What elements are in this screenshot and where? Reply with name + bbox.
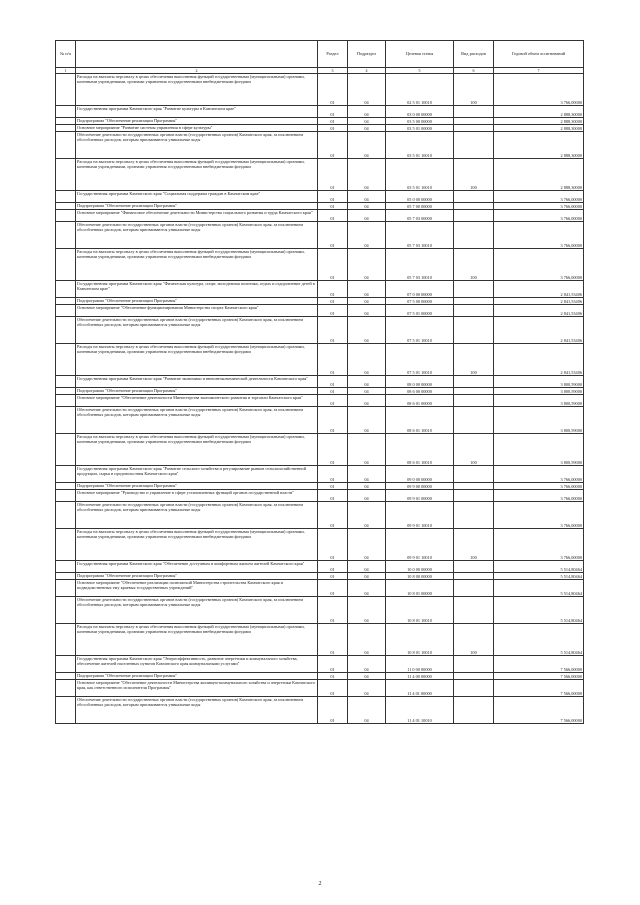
row-name: Государственная программа Камчатского края "Энергоэффективность, развитие энергетики и коммунального хозяйства, обеспечение жителей населенных пунктов Камчатского края коммунальными услугами" (76, 656, 318, 673)
row-amount: 7 566,00000 (494, 680, 584, 697)
row-subsection: 04 (348, 697, 386, 724)
row-no (56, 125, 76, 132)
row-target: 07 0 00 00000 (386, 281, 454, 298)
row-subsection: 04 (348, 407, 386, 434)
row-name: Основное мероприятие "Финансовое обеспечение деятельности Министерства социального развития и труда Камчатского края" (76, 210, 318, 222)
row-amount: 2 888,30000 (494, 132, 584, 159)
row-no (56, 281, 76, 298)
row-subsection: 04 (348, 125, 386, 132)
table-row (56, 118, 584, 125)
row-type (454, 573, 494, 580)
row-type: 100 (454, 529, 494, 561)
table-row (56, 395, 584, 407)
row-target: 07 5 01 00000 (386, 305, 454, 317)
row-section: 01 (318, 298, 348, 305)
budget-sheet (55, 40, 583, 724)
row-section: 01 (318, 132, 348, 159)
row-subsection: 04 (348, 656, 386, 673)
row-subsection: 04 (348, 483, 386, 490)
row-type (454, 191, 494, 203)
table-row (56, 305, 584, 317)
row-subsection: 04 (348, 395, 386, 407)
row-subsection: 04 (348, 466, 386, 483)
row-subsection: 04 (348, 502, 386, 529)
row-section: 01 (318, 434, 348, 466)
row-section: 01 (318, 305, 348, 317)
row-type (454, 466, 494, 483)
table-row (56, 580, 584, 597)
row-no (56, 222, 76, 249)
table-row (56, 573, 584, 580)
table-row (56, 624, 584, 656)
row-section: 01 (318, 561, 348, 573)
row-target: 09 9 01 10010 (386, 502, 454, 529)
row-subsection: 04 (348, 490, 386, 502)
row-name: Обеспечение деятельности государственных органов власти (государственных органов) Камчатского края, за исключением обособленных расходов, которым присваиваются уникальные коды (76, 407, 318, 434)
row-subsection: 04 (348, 132, 386, 159)
row-name: Основное мероприятие "Обеспечение деятельности Министерства экономического развития и торговли Камчатского края" (76, 395, 318, 407)
page-number: 2 (318, 881, 322, 887)
row-amount: 3 766,00000 (494, 466, 584, 483)
row-target: 08 6 01 10010 (386, 434, 454, 466)
row-name: Обеспечение деятельности государственных органов власти (государственных органов) Камчатского края, за исключением обособленных расходов, которым присваиваются уникальные коды (76, 502, 318, 529)
row-amount: 2 841,53406 (494, 281, 584, 298)
row-type (454, 203, 494, 210)
table-row (56, 249, 584, 281)
row-amount: 3 800,59000 (494, 395, 584, 407)
table-row (56, 388, 584, 395)
row-no (56, 210, 76, 222)
row-amount: 3 800,59000 (494, 434, 584, 466)
col-num: 5 (386, 68, 454, 74)
row-target: 05 7 03 00000 (386, 210, 454, 222)
row-name: Основное мероприятие "Развитие системы управления в сфере культуры" (76, 125, 318, 132)
row-target: 10 8 01 00000 (386, 580, 454, 597)
row-no (56, 191, 76, 203)
row-amount: 5 514,80464 (494, 597, 584, 624)
row-name: Государственная программа Камчатского края "Развитие культуры в Камчатском крае" (76, 106, 318, 118)
row-name: Расходы на выплаты персоналу в целях обеспечения выполнения функций государственными (муниципальными) органами, казенными учреждениями, органами управления государственными внебюджетными фондами (76, 159, 318, 191)
row-name: Обеспечение деятельности государственных органов власти (государственных органов) Камчатского края, за исключением обособленных расходов, которым присваиваются уникальные коды (76, 132, 318, 159)
row-subsection: 04 (348, 281, 386, 298)
row-no (56, 656, 76, 673)
row-type (454, 388, 494, 395)
row-section: 01 (318, 483, 348, 490)
row-no (56, 118, 76, 125)
row-target: 10 8 00 00000 (386, 573, 454, 580)
col-num: 3 (318, 68, 348, 74)
row-target: 05 7 00 00000 (386, 203, 454, 210)
table-row (56, 483, 584, 490)
table-row (56, 210, 584, 222)
row-subsection: 04 (348, 529, 386, 561)
row-amount: 5 514,80464 (494, 573, 584, 580)
row-name: Обеспечение деятельности государственных органов власти (государственных органов) Камчатского края, за исключением обособленных расходов, которым присваиваются уникальные коды (76, 317, 318, 344)
table-row (56, 502, 584, 529)
row-no (56, 529, 76, 561)
row-amount: 3 800,59000 (494, 376, 584, 388)
col-subsection: Подраздел (348, 41, 386, 68)
col-num: 1 (56, 68, 76, 74)
row-name: Подпрограмма "Обеспечение реализации Программы" (76, 203, 318, 210)
row-target: 07 5 01 10010 (386, 344, 454, 376)
row-no (56, 597, 76, 624)
row-target: 02 5 01 10010 (386, 74, 454, 106)
row-target: 10 8 01 10010 (386, 624, 454, 656)
row-type (454, 210, 494, 222)
row-subsection: 04 (348, 159, 386, 191)
row-amount: 2 841,53406 (494, 298, 584, 305)
row-type (454, 490, 494, 502)
row-name: Основное мероприятие "Обеспечение деятельности Министерства жилищно-коммунального хозяйства и энергетики Камчатского края, как ответственного исполнителя Программы" (76, 680, 318, 697)
row-subsection: 04 (348, 597, 386, 624)
row-no (56, 561, 76, 573)
row-name: Основное мероприятие "Руководство и управление в сфере установленных функций органов государственной власти" (76, 490, 318, 502)
row-section: 01 (318, 388, 348, 395)
row-section: 01 (318, 673, 348, 680)
row-type (454, 317, 494, 344)
row-amount: 2 888,30000 (494, 159, 584, 191)
row-type (454, 561, 494, 573)
row-type (454, 483, 494, 490)
row-amount: 2 888,30000 (494, 118, 584, 125)
col-num: 4 (348, 68, 386, 74)
row-section: 01 (318, 210, 348, 222)
row-type (454, 376, 494, 388)
table-row (56, 298, 584, 305)
row-section: 01 (318, 624, 348, 656)
row-section: 01 (318, 159, 348, 191)
table-row (56, 159, 584, 191)
col-name (76, 41, 318, 68)
row-section: 01 (318, 573, 348, 580)
row-type (454, 132, 494, 159)
row-name: Подпрограмма "Обеспечение реализации Программы" (76, 673, 318, 680)
row-section: 01 (318, 529, 348, 561)
row-no (56, 624, 76, 656)
row-name: Основное мероприятие "Обеспечение функционирования Министерства спорта Камчатского края" (76, 305, 318, 317)
row-type (454, 106, 494, 118)
row-subsection: 04 (348, 106, 386, 118)
row-no (56, 407, 76, 434)
row-subsection: 04 (348, 624, 386, 656)
row-name: Подпрограмма "Обеспечение реализации Программы" (76, 298, 318, 305)
row-section: 01 (318, 580, 348, 597)
row-section: 01 (318, 191, 348, 203)
row-amount: 7 566,00000 (494, 673, 584, 680)
row-target: 03 5 01 10010 (386, 132, 454, 159)
row-amount: 2 888,30000 (494, 125, 584, 132)
table-row (56, 222, 584, 249)
col-no: № п/п (56, 41, 76, 68)
row-no (56, 249, 76, 281)
row-no (56, 305, 76, 317)
row-no (56, 502, 76, 529)
row-target: 05 0 00 00000 (386, 191, 454, 203)
row-name: Расходы на выплаты персоналу в целях обеспечения выполнения функций государственными (муниципальными) органами, казенными учреждениями, органами управления государственными внебюджетными фондами (76, 529, 318, 561)
col-num: 6 (454, 68, 494, 74)
row-name: Подпрограмма "Обеспечение реализации Программы" (76, 573, 318, 580)
row-target: 07 5 00 00000 (386, 298, 454, 305)
row-type (454, 305, 494, 317)
row-type: 100 (454, 74, 494, 106)
header-row (56, 41, 584, 68)
row-amount: 3 766,00000 (494, 74, 584, 106)
row-section: 01 (318, 407, 348, 434)
table-row (56, 673, 584, 680)
row-target: 03 5 00 00000 (386, 118, 454, 125)
row-type (454, 656, 494, 673)
row-target: 08 0 00 00000 (386, 376, 454, 388)
row-name: Расходы на выплаты персоналу в целях обеспечения выполнения функций государственными (муниципальными) органами, казенными учреждениями, органами управления государственными внебюджетными фондами (76, 74, 318, 106)
row-name: Государственная программа Камчатского края "Развитие экономики и внешнеэкономической деятельности Камчатского края" (76, 376, 318, 388)
row-target: 11 4 01 10010 (386, 697, 454, 724)
row-name: Расходы на выплаты персоналу в целях обеспечения выполнения функций государственными (муниципальными) органами, казенными учреждениями, органами управления государственными внебюджетными фондами (76, 624, 318, 656)
row-amount: 3 766,00000 (494, 502, 584, 529)
row-no (56, 388, 76, 395)
row-target: 03 0 00 00000 (386, 106, 454, 118)
row-subsection: 04 (348, 249, 386, 281)
row-target: 09 9 00 00000 (386, 483, 454, 490)
row-subsection: 04 (348, 344, 386, 376)
row-no (56, 317, 76, 344)
row-name: Обеспечение деятельности государственных органов власти (государственных органов) Камчатского края, за исключением обособленных расходов, которым присваиваются уникальные коды (76, 697, 318, 724)
row-subsection: 04 (348, 673, 386, 680)
row-subsection: 04 (348, 305, 386, 317)
row-type (454, 580, 494, 597)
row-type (454, 222, 494, 249)
row-target: 07 5 01 10010 (386, 317, 454, 344)
row-target: 08 6 01 10010 (386, 407, 454, 434)
row-amount: 3 800,59000 (494, 407, 584, 434)
row-type (454, 673, 494, 680)
table-row (56, 529, 584, 561)
row-no (56, 159, 76, 191)
row-amount: 3 766,00000 (494, 222, 584, 249)
row-no (56, 203, 76, 210)
row-subsection: 04 (348, 191, 386, 203)
row-type (454, 502, 494, 529)
row-type (454, 395, 494, 407)
table-row (56, 191, 584, 203)
row-subsection: 04 (348, 388, 386, 395)
row-type (454, 680, 494, 697)
col-num: 2 (76, 68, 318, 74)
row-section: 01 (318, 597, 348, 624)
row-subsection: 04 (348, 118, 386, 125)
row-amount: 7 566,00000 (494, 697, 584, 724)
row-subsection: 04 (348, 573, 386, 580)
row-section: 01 (318, 74, 348, 106)
row-target: 09 9 01 00000 (386, 490, 454, 502)
table-row (56, 697, 584, 724)
row-target: 11 0 00 00000 (386, 656, 454, 673)
row-type: 100 (454, 159, 494, 191)
row-subsection: 04 (348, 561, 386, 573)
col-type: Вид расходов (454, 41, 494, 68)
row-no (56, 466, 76, 483)
table-row (56, 561, 584, 573)
row-type (454, 298, 494, 305)
row-amount: 3 766,00000 (494, 191, 584, 203)
row-subsection: 04 (348, 203, 386, 210)
table-body (56, 74, 584, 724)
row-amount: 7 566,00000 (494, 656, 584, 673)
row-subsection: 04 (348, 376, 386, 388)
row-target: 11 4 01 00000 (386, 680, 454, 697)
row-no (56, 74, 76, 106)
table-row (56, 407, 584, 434)
row-section: 01 (318, 118, 348, 125)
row-no (56, 298, 76, 305)
row-amount: 3 766,00000 (494, 490, 584, 502)
row-target: 09 9 01 10010 (386, 529, 454, 561)
row-amount: 3 766,00000 (494, 529, 584, 561)
table-row (56, 490, 584, 502)
row-no (56, 106, 76, 118)
row-section: 01 (318, 502, 348, 529)
row-type (454, 597, 494, 624)
row-amount: 5 514,80464 (494, 580, 584, 597)
row-name: Расходы на выплаты персоналу в целях обеспечения выполнения функций государственными (муниципальными) органами, казенными учреждениями, органами управления государственными внебюджетными фондами (76, 344, 318, 376)
table-row (56, 125, 584, 132)
row-type: 100 (454, 624, 494, 656)
table-row (56, 597, 584, 624)
row-subsection: 04 (348, 680, 386, 697)
col-num: 7 (494, 68, 584, 74)
col-section: Раздел (318, 41, 348, 68)
row-section: 01 (318, 490, 348, 502)
row-type (454, 281, 494, 298)
row-section: 01 (318, 697, 348, 724)
col-target: Целевая статья (386, 41, 454, 68)
row-amount: 3 766,00000 (494, 210, 584, 222)
row-name: Подпрограмма "Обеспечение реализации Программы" (76, 118, 318, 125)
row-amount: 5 514,80464 (494, 624, 584, 656)
table-row (56, 656, 584, 673)
table-row (56, 434, 584, 466)
row-subsection: 04 (348, 317, 386, 344)
row-no (56, 673, 76, 680)
row-subsection: 04 (348, 222, 386, 249)
row-section: 01 (318, 376, 348, 388)
row-section: 01 (318, 222, 348, 249)
row-section: 01 (318, 281, 348, 298)
row-type (454, 118, 494, 125)
row-amount: 3 766,00000 (494, 249, 584, 281)
row-no (56, 376, 76, 388)
row-name: Расходы на выплаты персоналу в целях обеспечения выполнения функций государственными (муниципальными) органами, казенными учреждениями, органами управления государственными внебюджетными фондами (76, 249, 318, 281)
row-target: 03 5 01 10010 (386, 159, 454, 191)
row-section: 01 (318, 106, 348, 118)
row-no (56, 344, 76, 376)
row-section: 01 (318, 680, 348, 697)
row-no (56, 395, 76, 407)
row-type (454, 125, 494, 132)
row-target: 08 6 01 00000 (386, 395, 454, 407)
row-type: 100 (454, 344, 494, 376)
row-type: 100 (454, 249, 494, 281)
row-section: 01 (318, 249, 348, 281)
row-section: 01 (318, 125, 348, 132)
row-target: 05 7 03 10010 (386, 222, 454, 249)
row-section: 01 (318, 395, 348, 407)
row-amount: 3 766,00000 (494, 203, 584, 210)
row-name: Обеспечение деятельности государственных органов власти (государственных органов) Камчатского края, за исключением обособленных расходов, которым присваиваются уникальные коды (76, 222, 318, 249)
table-row (56, 344, 584, 376)
row-no (56, 580, 76, 597)
budget-table (55, 40, 584, 724)
row-subsection: 04 (348, 74, 386, 106)
row-section: 01 (318, 656, 348, 673)
row-no (56, 697, 76, 724)
row-name: Основное мероприятие "Обеспечение реализации полномочий Министерства строительства Камчатского края и подведомственных ему краевых государственных учреждений" (76, 580, 318, 597)
row-subsection: 04 (348, 210, 386, 222)
row-subsection: 04 (348, 298, 386, 305)
row-no (56, 573, 76, 580)
table-row (56, 317, 584, 344)
table-row (56, 680, 584, 697)
row-amount: 3 800,59000 (494, 388, 584, 395)
table-row (56, 74, 584, 106)
row-target: 10 0 00 00000 (386, 561, 454, 573)
row-amount: 2 841,53406 (494, 344, 584, 376)
row-name: Обеспечение деятельности государственных органов власти (государственных органов) Камчатского края, за исключением обособленных расходов, которым присваиваются уникальные коды (76, 597, 318, 624)
row-type (454, 407, 494, 434)
row-target: 03 5 01 00000 (386, 125, 454, 132)
row-no (56, 490, 76, 502)
table-row (56, 281, 584, 298)
row-target: 05 7 03 10010 (386, 249, 454, 281)
row-name: Государственная программа Камчатского края "Обеспечение доступным и комфортным жильем жителей Камчатского края" (76, 561, 318, 573)
row-section: 01 (318, 466, 348, 483)
row-name: Государственная программа Камчатского края "Физическая культура, спорт, молодежная политика, отдых и оздоровление детей в Камчатском крае" (76, 281, 318, 298)
row-name: Государственная программа Камчатского края "Развитие сельского хозяйства и регулирование рынков сельскохозяйственной продукции, сырья и продовольствия Камчатского края" (76, 466, 318, 483)
row-type: 100 (454, 434, 494, 466)
table-row (56, 106, 584, 118)
row-name: Государственная программа Камчатского края "Социальная поддержка граждан в Камчатском крае" (76, 191, 318, 203)
row-amount: 2 841,53406 (494, 317, 584, 344)
col-amount: Годовой объем ассигнований (494, 41, 584, 68)
row-amount: 5 514,80464 (494, 561, 584, 573)
row-target: 08 6 00 00000 (386, 388, 454, 395)
row-subsection: 04 (348, 580, 386, 597)
row-amount: 3 766,00000 (494, 483, 584, 490)
row-amount: 2 841,53406 (494, 305, 584, 317)
row-name: Подпрограмма "Обеспечение реализации Программы" (76, 388, 318, 395)
table-row (56, 376, 584, 388)
row-no (56, 483, 76, 490)
row-no (56, 680, 76, 697)
row-type (454, 697, 494, 724)
table-row (56, 466, 584, 483)
row-target: 11 4 00 00000 (386, 673, 454, 680)
row-section: 01 (318, 203, 348, 210)
table-row (56, 132, 584, 159)
row-subsection: 04 (348, 434, 386, 466)
row-name: Подпрограмма "Обеспечение реализации Программы" (76, 483, 318, 490)
table-row (56, 203, 584, 210)
row-section: 01 (318, 344, 348, 376)
row-name: Расходы на выплаты персоналу в целях обеспечения выполнения функций государственными (муниципальными) органами, казенными учреждениями, органами управления государственными внебюджетными фондами (76, 434, 318, 466)
row-no (56, 434, 76, 466)
row-no (56, 132, 76, 159)
row-target: 10 8 01 10010 (386, 597, 454, 624)
row-target: 09 0 00 00000 (386, 466, 454, 483)
row-amount: 2 888,30000 (494, 106, 584, 118)
row-section: 01 (318, 317, 348, 344)
